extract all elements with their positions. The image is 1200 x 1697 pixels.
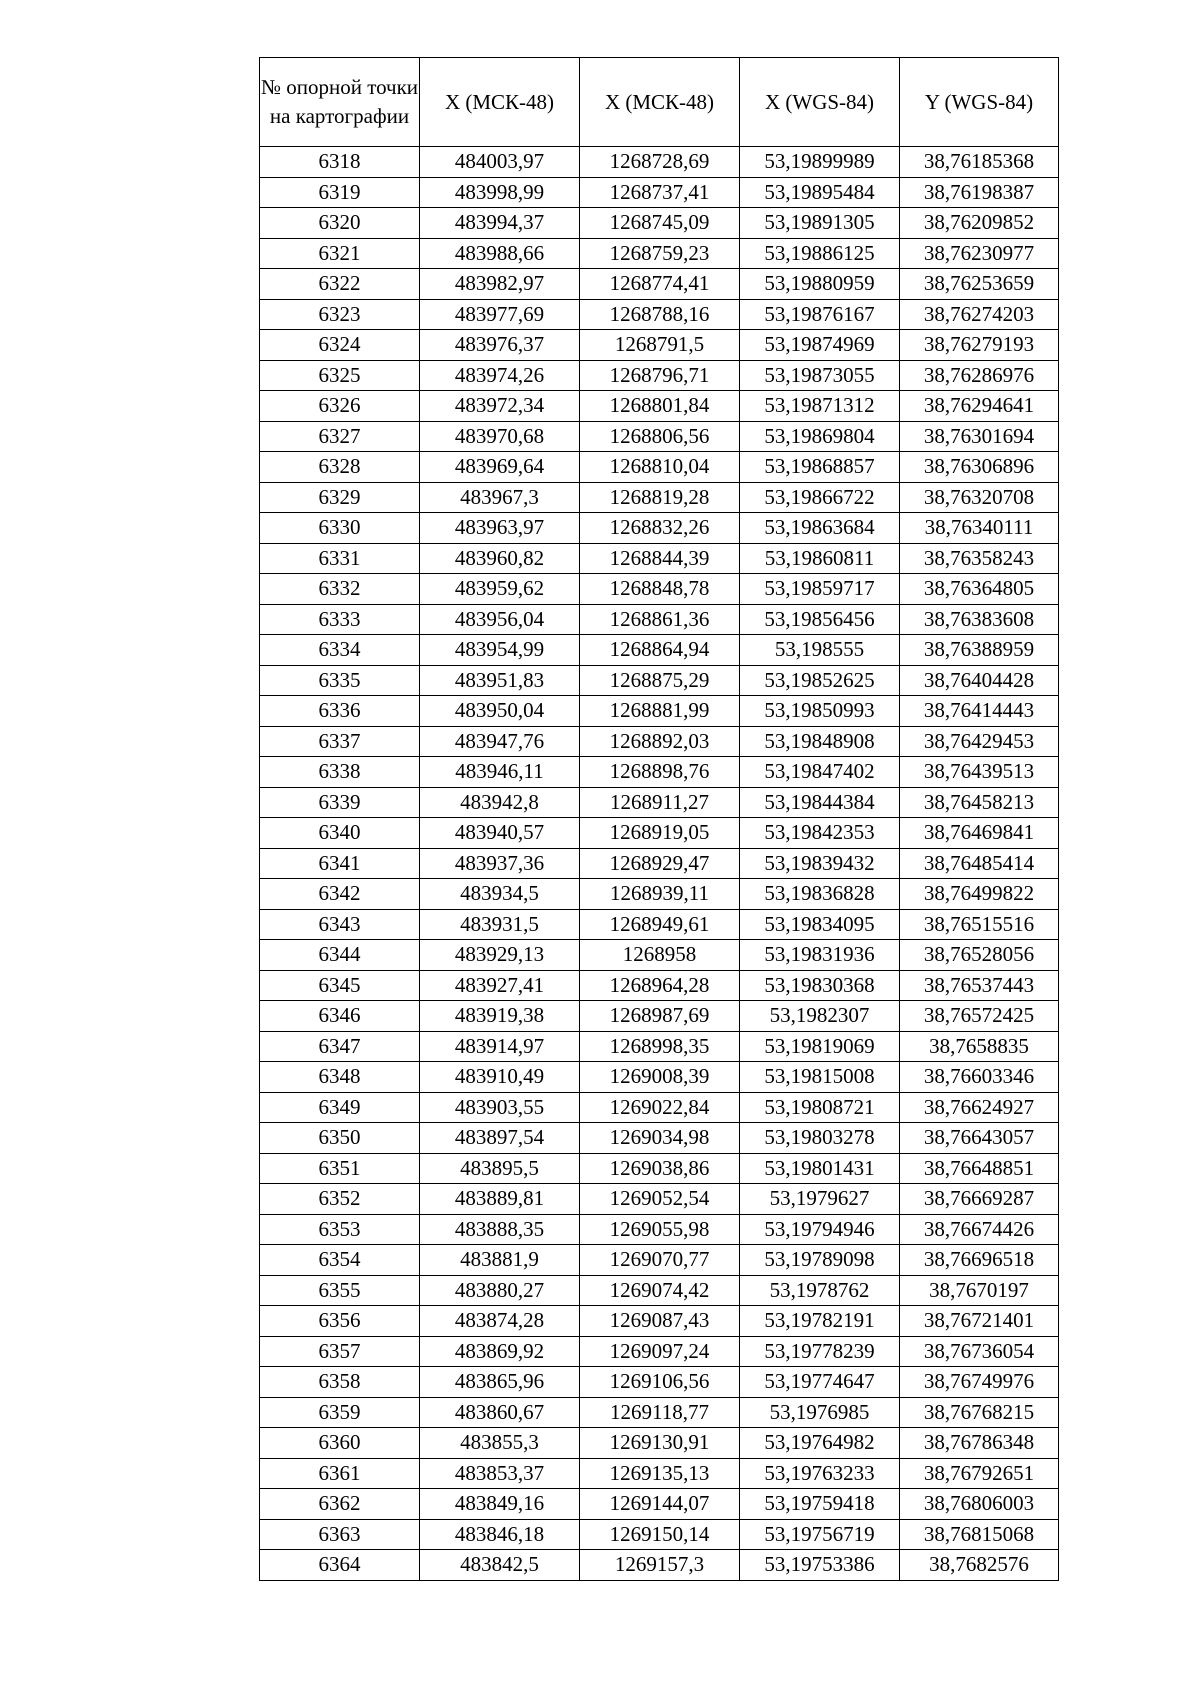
table-row [260, 1397, 1059, 1428]
cell-y-wgs84: 38,76198387 [900, 177, 1059, 208]
cell-x-msk48: 483853,37 [420, 1458, 580, 1489]
cell-y-wgs84: 38,76458213 [900, 787, 1059, 818]
table-row [260, 940, 1059, 971]
cell-x-msk48-second: 1268728,69 [580, 147, 740, 178]
table-row [260, 1153, 1059, 1184]
cell-point-number: 6360 [260, 1428, 420, 1459]
cell-x-msk48-second: 1269144,07 [580, 1489, 740, 1520]
cell-point-number: 6329 [260, 482, 420, 513]
table-row [260, 726, 1059, 757]
cell-x-msk48-second: 1268861,36 [580, 604, 740, 635]
cell-point-number: 6325 [260, 360, 420, 391]
cell-x-msk48: 483903,55 [420, 1092, 580, 1123]
table-row [260, 879, 1059, 910]
table-row [260, 482, 1059, 513]
cell-y-wgs84: 38,76749976 [900, 1367, 1059, 1398]
cell-x-wgs84: 53,19866722 [740, 482, 900, 513]
cell-point-number: 6328 [260, 452, 420, 483]
cell-x-wgs84: 53,19756719 [740, 1519, 900, 1550]
cell-x-wgs84: 53,19834095 [740, 909, 900, 940]
cell-point-number: 6347 [260, 1031, 420, 1062]
table-row [260, 1092, 1059, 1123]
table-row [260, 635, 1059, 666]
cell-point-number: 6342 [260, 879, 420, 910]
cell-point-number: 6337 [260, 726, 420, 757]
cell-x-wgs84: 53,19863684 [740, 513, 900, 544]
cell-point-number: 6322 [260, 269, 420, 300]
cell-x-wgs84: 53,19852625 [740, 665, 900, 696]
table-row [260, 1367, 1059, 1398]
cell-x-msk48-second: 1268998,35 [580, 1031, 740, 1062]
cell-x-msk48-second: 1268791,5 [580, 330, 740, 361]
cell-x-msk48-second: 1268810,04 [580, 452, 740, 483]
cell-x-wgs84: 53,19876167 [740, 299, 900, 330]
cell-point-number: 6319 [260, 177, 420, 208]
header-point-number: № опорной точки на картографии [260, 58, 420, 147]
table-row [260, 1001, 1059, 1032]
cell-x-msk48-second: 1268892,03 [580, 726, 740, 757]
cell-x-msk48: 483954,99 [420, 635, 580, 666]
cell-x-msk48-second: 1268806,56 [580, 421, 740, 452]
cell-x-msk48: 483881,9 [420, 1245, 580, 1276]
cell-point-number: 6349 [260, 1092, 420, 1123]
table-row [260, 330, 1059, 361]
cell-point-number: 6364 [260, 1550, 420, 1581]
header-y-wgs84: Y (WGS-84) [900, 58, 1059, 147]
cell-point-number: 6346 [260, 1001, 420, 1032]
table-row [260, 147, 1059, 178]
table-row [260, 696, 1059, 727]
cell-x-msk48-second: 1268964,28 [580, 970, 740, 1001]
cell-x-wgs84: 53,19774647 [740, 1367, 900, 1398]
cell-x-wgs84: 53,19836828 [740, 879, 900, 910]
table-row [260, 1031, 1059, 1062]
cell-x-wgs84: 53,19789098 [740, 1245, 900, 1276]
cell-x-msk48-second: 1269022,84 [580, 1092, 740, 1123]
cell-point-number: 6341 [260, 848, 420, 879]
table-row [260, 421, 1059, 452]
cell-point-number: 6358 [260, 1367, 420, 1398]
cell-x-msk48: 483998,99 [420, 177, 580, 208]
table-row [260, 787, 1059, 818]
cell-point-number: 6343 [260, 909, 420, 940]
table-row [260, 909, 1059, 940]
cell-x-wgs84: 53,19880959 [740, 269, 900, 300]
cell-point-number: 6351 [260, 1153, 420, 1184]
table-row [260, 574, 1059, 605]
cell-y-wgs84: 38,76185368 [900, 147, 1059, 178]
cell-y-wgs84: 38,76414443 [900, 696, 1059, 727]
cell-x-wgs84: 53,1982307 [740, 1001, 900, 1032]
cell-x-msk48-second: 1269130,91 [580, 1428, 740, 1459]
cell-x-msk48: 483937,36 [420, 848, 580, 879]
cell-x-msk48: 483956,04 [420, 604, 580, 635]
cell-x-msk48: 483951,83 [420, 665, 580, 696]
cell-y-wgs84: 38,76499822 [900, 879, 1059, 910]
table-row [260, 269, 1059, 300]
cell-x-msk48-second: 1268898,76 [580, 757, 740, 788]
table-row [260, 1336, 1059, 1367]
cell-y-wgs84: 38,76364805 [900, 574, 1059, 605]
cell-x-wgs84: 53,19891305 [740, 208, 900, 239]
cell-y-wgs84: 38,76696518 [900, 1245, 1059, 1276]
cell-x-msk48: 483897,54 [420, 1123, 580, 1154]
cell-x-wgs84: 53,19886125 [740, 238, 900, 269]
table-row [260, 1245, 1059, 1276]
cell-y-wgs84: 38,76230977 [900, 238, 1059, 269]
cell-x-wgs84: 53,19850993 [740, 696, 900, 727]
cell-y-wgs84: 38,76383608 [900, 604, 1059, 635]
cell-x-wgs84: 53,19808721 [740, 1092, 900, 1123]
cell-x-msk48: 483959,62 [420, 574, 580, 605]
cell-x-wgs84: 53,19801431 [740, 1153, 900, 1184]
cell-x-wgs84: 53,19842353 [740, 818, 900, 849]
cell-point-number: 6363 [260, 1519, 420, 1550]
cell-y-wgs84: 38,76301694 [900, 421, 1059, 452]
cell-y-wgs84: 38,76603346 [900, 1062, 1059, 1093]
cell-y-wgs84: 38,76528056 [900, 940, 1059, 971]
cell-x-wgs84: 53,19778239 [740, 1336, 900, 1367]
cell-point-number: 6330 [260, 513, 420, 544]
cell-point-number: 6326 [260, 391, 420, 422]
cell-x-msk48: 483919,38 [420, 1001, 580, 1032]
cell-point-number: 6345 [260, 970, 420, 1001]
table-row [260, 1550, 1059, 1581]
cell-x-wgs84: 53,19871312 [740, 391, 900, 422]
cell-x-msk48: 483889,81 [420, 1184, 580, 1215]
cell-point-number: 6355 [260, 1275, 420, 1306]
cell-point-number: 6357 [260, 1336, 420, 1367]
cell-y-wgs84: 38,76806003 [900, 1489, 1059, 1520]
cell-x-msk48-second: 1268832,26 [580, 513, 740, 544]
cell-point-number: 6356 [260, 1306, 420, 1337]
cell-x-wgs84: 53,19856456 [740, 604, 900, 635]
cell-point-number: 6339 [260, 787, 420, 818]
cell-x-msk48: 483869,92 [420, 1336, 580, 1367]
cell-x-msk48-second: 1269135,13 [580, 1458, 740, 1489]
cell-x-msk48: 483929,13 [420, 940, 580, 971]
cell-x-msk48: 483927,41 [420, 970, 580, 1001]
cell-x-msk48: 483974,26 [420, 360, 580, 391]
cell-x-msk48-second: 1269055,98 [580, 1214, 740, 1245]
cell-y-wgs84: 38,76643057 [900, 1123, 1059, 1154]
cell-y-wgs84: 38,76515516 [900, 909, 1059, 940]
cell-x-wgs84: 53,19859717 [740, 574, 900, 605]
cell-point-number: 6327 [260, 421, 420, 452]
cell-point-number: 6320 [260, 208, 420, 239]
cell-point-number: 6344 [260, 940, 420, 971]
cell-x-msk48: 483976,37 [420, 330, 580, 361]
cell-point-number: 6324 [260, 330, 420, 361]
table-row [260, 757, 1059, 788]
table-body [260, 147, 1059, 1581]
cell-y-wgs84: 38,76572425 [900, 1001, 1059, 1032]
cell-point-number: 6331 [260, 543, 420, 574]
cell-x-msk48-second: 1269087,43 [580, 1306, 740, 1337]
cell-y-wgs84: 38,76404428 [900, 665, 1059, 696]
cell-point-number: 6354 [260, 1245, 420, 1276]
cell-y-wgs84: 38,76358243 [900, 543, 1059, 574]
cell-x-msk48: 483970,68 [420, 421, 580, 452]
cell-x-msk48-second: 1268788,16 [580, 299, 740, 330]
cell-x-msk48-second: 1268911,27 [580, 787, 740, 818]
cell-x-msk48: 483977,69 [420, 299, 580, 330]
cell-y-wgs84: 38,76279193 [900, 330, 1059, 361]
cell-y-wgs84: 38,76294641 [900, 391, 1059, 422]
cell-point-number: 6321 [260, 238, 420, 269]
cell-x-msk48-second: 1269008,39 [580, 1062, 740, 1093]
cell-x-msk48-second: 1268864,94 [580, 635, 740, 666]
cell-y-wgs84: 38,76648851 [900, 1153, 1059, 1184]
table-row [260, 177, 1059, 208]
cell-x-msk48-second: 1268774,41 [580, 269, 740, 300]
cell-point-number: 6359 [260, 1397, 420, 1428]
cell-x-wgs84: 53,19759418 [740, 1489, 900, 1520]
cell-point-number: 6362 [260, 1489, 420, 1520]
cell-x-msk48: 483969,64 [420, 452, 580, 483]
cell-point-number: 6336 [260, 696, 420, 727]
cell-x-msk48: 483865,96 [420, 1367, 580, 1398]
cell-y-wgs84: 38,76340111 [900, 513, 1059, 544]
cell-point-number: 6350 [260, 1123, 420, 1154]
cell-y-wgs84: 38,76786348 [900, 1428, 1059, 1459]
cell-point-number: 6334 [260, 635, 420, 666]
cell-x-wgs84: 53,19844384 [740, 787, 900, 818]
cell-x-msk48: 483960,82 [420, 543, 580, 574]
cell-x-msk48: 483931,5 [420, 909, 580, 940]
cell-x-wgs84: 53,19895484 [740, 177, 900, 208]
cell-point-number: 6340 [260, 818, 420, 849]
cell-x-msk48: 483947,76 [420, 726, 580, 757]
cell-x-msk48: 483946,11 [420, 757, 580, 788]
cell-y-wgs84: 38,76674426 [900, 1214, 1059, 1245]
table-header-row [260, 58, 1059, 147]
table-row [260, 360, 1059, 391]
cell-x-msk48-second: 1269150,14 [580, 1519, 740, 1550]
cell-point-number: 6335 [260, 665, 420, 696]
cell-y-wgs84: 38,76792651 [900, 1458, 1059, 1489]
table-row [260, 1184, 1059, 1215]
cell-x-msk48-second: 1268919,05 [580, 818, 740, 849]
cell-x-wgs84: 53,19815008 [740, 1062, 900, 1093]
cell-x-wgs84: 53,19860811 [740, 543, 900, 574]
cell-y-wgs84: 38,76736054 [900, 1336, 1059, 1367]
cell-y-wgs84: 38,7670197 [900, 1275, 1059, 1306]
cell-x-msk48: 483846,18 [420, 1519, 580, 1550]
table-row [260, 299, 1059, 330]
table-row [260, 665, 1059, 696]
cell-y-wgs84: 38,76274203 [900, 299, 1059, 330]
cell-x-msk48: 483914,97 [420, 1031, 580, 1062]
cell-x-wgs84: 53,19899989 [740, 147, 900, 178]
cell-x-msk48-second: 1268929,47 [580, 848, 740, 879]
cell-x-wgs84: 53,19830368 [740, 970, 900, 1001]
cell-x-msk48: 484003,97 [420, 147, 580, 178]
cell-x-wgs84: 53,1979627 [740, 1184, 900, 1215]
cell-x-msk48: 483934,5 [420, 879, 580, 910]
cell-x-wgs84: 53,1978762 [740, 1275, 900, 1306]
cell-y-wgs84: 38,7682576 [900, 1550, 1059, 1581]
header-x-msk48: X (МСК-48) [420, 58, 580, 147]
cell-y-wgs84: 38,76306896 [900, 452, 1059, 483]
cell-x-msk48-second: 1268881,99 [580, 696, 740, 727]
cell-x-msk48: 483950,04 [420, 696, 580, 727]
table-row [260, 1428, 1059, 1459]
cell-x-msk48: 483988,66 [420, 238, 580, 269]
cell-x-wgs84: 53,19803278 [740, 1123, 900, 1154]
cell-point-number: 6348 [260, 1062, 420, 1093]
cell-x-msk48-second: 1268949,61 [580, 909, 740, 940]
cell-y-wgs84: 38,76388959 [900, 635, 1059, 666]
cell-x-wgs84: 53,19794946 [740, 1214, 900, 1245]
cell-y-wgs84: 38,76721401 [900, 1306, 1059, 1337]
cell-x-msk48-second: 1268737,41 [580, 177, 740, 208]
coordinates-table [259, 57, 1059, 1581]
cell-x-msk48: 483849,16 [420, 1489, 580, 1520]
cell-x-wgs84: 53,198555 [740, 635, 900, 666]
table-row [260, 1123, 1059, 1154]
cell-x-msk48-second: 1269106,56 [580, 1367, 740, 1398]
table-row [260, 604, 1059, 635]
cell-x-wgs84: 53,19831936 [740, 940, 900, 971]
cell-x-wgs84: 53,19819069 [740, 1031, 900, 1062]
cell-x-msk48-second: 1269070,77 [580, 1245, 740, 1276]
cell-y-wgs84: 38,76624927 [900, 1092, 1059, 1123]
cell-x-msk48: 483972,34 [420, 391, 580, 422]
table-row [260, 1306, 1059, 1337]
cell-x-msk48-second: 1269118,77 [580, 1397, 740, 1428]
cell-y-wgs84: 38,76669287 [900, 1184, 1059, 1215]
cell-x-msk48-second: 1268745,09 [580, 208, 740, 239]
cell-x-msk48-second: 1269034,98 [580, 1123, 740, 1154]
cell-x-wgs84: 53,19782191 [740, 1306, 900, 1337]
table-row [260, 848, 1059, 879]
cell-x-msk48-second: 1268875,29 [580, 665, 740, 696]
table-row [260, 1458, 1059, 1489]
cell-point-number: 6332 [260, 574, 420, 605]
cell-x-msk48: 483910,49 [420, 1062, 580, 1093]
cell-y-wgs84: 38,76286976 [900, 360, 1059, 391]
cell-x-msk48: 483963,97 [420, 513, 580, 544]
cell-x-wgs84: 53,19874969 [740, 330, 900, 361]
cell-x-wgs84: 53,19839432 [740, 848, 900, 879]
cell-x-wgs84: 53,19847402 [740, 757, 900, 788]
cell-x-msk48-second: 1268819,28 [580, 482, 740, 513]
table-row [260, 1214, 1059, 1245]
table-row [260, 1519, 1059, 1550]
cell-x-msk48: 483880,27 [420, 1275, 580, 1306]
table-row [260, 1062, 1059, 1093]
cell-x-msk48: 483895,5 [420, 1153, 580, 1184]
cell-x-msk48: 483994,37 [420, 208, 580, 239]
cell-point-number: 6352 [260, 1184, 420, 1215]
table-row [260, 208, 1059, 239]
cell-x-wgs84: 53,19753386 [740, 1550, 900, 1581]
cell-y-wgs84: 38,76815068 [900, 1519, 1059, 1550]
cell-x-msk48-second: 1268987,69 [580, 1001, 740, 1032]
cell-y-wgs84: 38,76253659 [900, 269, 1059, 300]
table-row [260, 970, 1059, 1001]
cell-x-msk48: 483842,5 [420, 1550, 580, 1581]
cell-point-number: 6323 [260, 299, 420, 330]
cell-y-wgs84: 38,76485414 [900, 848, 1059, 879]
cell-x-msk48: 483940,57 [420, 818, 580, 849]
cell-point-number: 6333 [260, 604, 420, 635]
cell-x-msk48: 483982,97 [420, 269, 580, 300]
cell-y-wgs84: 38,76768215 [900, 1397, 1059, 1428]
header-x-wgs84: X (WGS-84) [740, 58, 900, 147]
cell-x-wgs84: 53,19848908 [740, 726, 900, 757]
table-row [260, 391, 1059, 422]
cell-point-number: 6318 [260, 147, 420, 178]
table-row [260, 818, 1059, 849]
cell-y-wgs84: 38,76320708 [900, 482, 1059, 513]
cell-x-msk48-second: 1268958 [580, 940, 740, 971]
cell-point-number: 6338 [260, 757, 420, 788]
cell-x-wgs84: 53,19868857 [740, 452, 900, 483]
cell-point-number: 6353 [260, 1214, 420, 1245]
cell-x-wgs84: 53,1976985 [740, 1397, 900, 1428]
cell-y-wgs84: 38,7658835 [900, 1031, 1059, 1062]
cell-x-msk48-second: 1268848,78 [580, 574, 740, 605]
table-row [260, 238, 1059, 269]
cell-x-msk48: 483967,3 [420, 482, 580, 513]
cell-x-msk48-second: 1268801,84 [580, 391, 740, 422]
cell-x-msk48-second: 1269157,3 [580, 1550, 740, 1581]
cell-y-wgs84: 38,76429453 [900, 726, 1059, 757]
cell-x-wgs84: 53,19763233 [740, 1458, 900, 1489]
cell-x-msk48-second: 1269052,54 [580, 1184, 740, 1215]
cell-x-msk48: 483888,35 [420, 1214, 580, 1245]
cell-y-wgs84: 38,76537443 [900, 970, 1059, 1001]
cell-x-msk48-second: 1268796,71 [580, 360, 740, 391]
cell-x-msk48: 483874,28 [420, 1306, 580, 1337]
cell-x-wgs84: 53,19873055 [740, 360, 900, 391]
table-row [260, 513, 1059, 544]
table-row [260, 452, 1059, 483]
table-row [260, 1489, 1059, 1520]
cell-x-msk48-second: 1268844,39 [580, 543, 740, 574]
table-row [260, 1275, 1059, 1306]
cell-y-wgs84: 38,76209852 [900, 208, 1059, 239]
cell-x-msk48-second: 1269074,42 [580, 1275, 740, 1306]
cell-y-wgs84: 38,76439513 [900, 757, 1059, 788]
cell-x-msk48: 483860,67 [420, 1397, 580, 1428]
cell-x-wgs84: 53,19869804 [740, 421, 900, 452]
cell-x-msk48-second: 1269038,86 [580, 1153, 740, 1184]
cell-x-msk48-second: 1269097,24 [580, 1336, 740, 1367]
cell-x-wgs84: 53,19764982 [740, 1428, 900, 1459]
cell-x-msk48: 483942,8 [420, 787, 580, 818]
header-x-msk48-second: X (МСК-48) [580, 58, 740, 147]
cell-y-wgs84: 38,76469841 [900, 818, 1059, 849]
cell-point-number: 6361 [260, 1458, 420, 1489]
cell-x-msk48-second: 1268759,23 [580, 238, 740, 269]
cell-x-msk48: 483855,3 [420, 1428, 580, 1459]
table-row [260, 543, 1059, 574]
cell-x-msk48-second: 1268939,11 [580, 879, 740, 910]
